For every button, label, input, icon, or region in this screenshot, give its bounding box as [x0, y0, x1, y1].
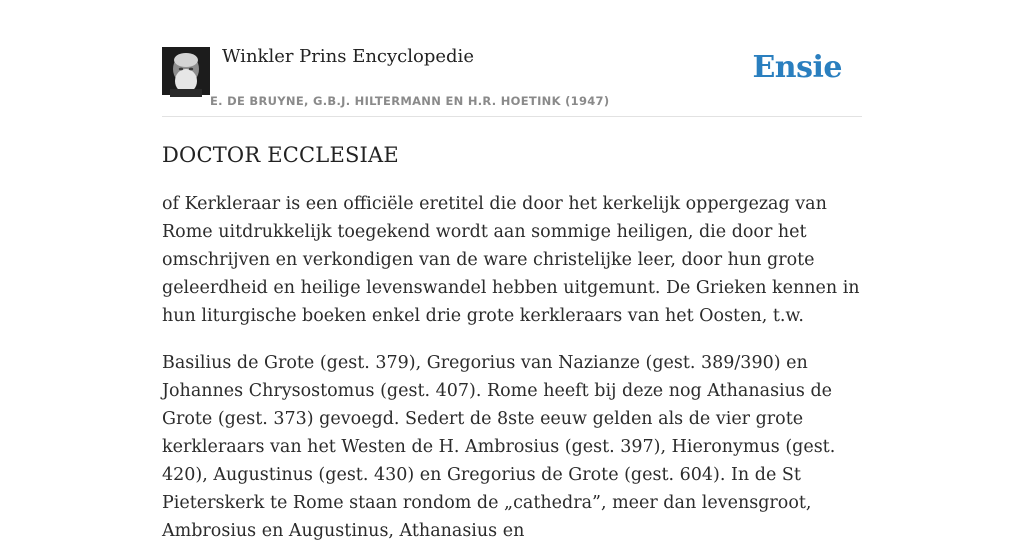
ensie-logo-link[interactable]: Ensie [752, 50, 842, 85]
entry-paragraph: Basilius de Grote (gest. 379), Gregorius van Nazianze (gest. 389/390) en Johannes Chrysostomus (gest. 407). Rome heeft bij deze nog Athanasius de Grote (gest. 373) gevoegd. Sedert de 8ste eeuw gelden als de vier grote kerkleraars van het Westen de H. Ambrosius (gest. 397), Hieronymus (gest. 420), Augustinus (gest. 430) en Gregorius de Grote (gest. 604). In de St Pieterskerk te Rome staan rondom de „cathedra”, meer dan levensgroot, Ambrosius en Augustinus, Athanasius en [162, 353, 836, 541]
source-header [162, 46, 862, 117]
author-portrait-icon [162, 47, 210, 95]
author-avatar [162, 47, 210, 95]
source-title[interactable]: Winkler Prins Encyclopedie [222, 46, 474, 67]
entry-body [162, 190, 862, 545]
page [162, 0, 862, 545]
entry-title: DOCTOR ECCLESIAE [162, 143, 399, 167]
source-authors: E. DE BRUYNE, G.B.J. HILTERMANN EN H.R. HOETINK (1947) [210, 94, 610, 108]
entry-paragraph: of Kerkleraar is een officiële eretitel die door het kerkelijk oppergezag van Rome uitdrukkelijk toegekend wordt aan sommige heiligen, die door het omschrijven en verkondigen van de ware christelijke leer, door hun grote geleerdheid en heilige levenswandel hebben uitgemunt. De Grieken kennen in hun liturgische boeken enkel drie grote kerkleraars van het Oosten, t.w. [162, 194, 860, 326]
